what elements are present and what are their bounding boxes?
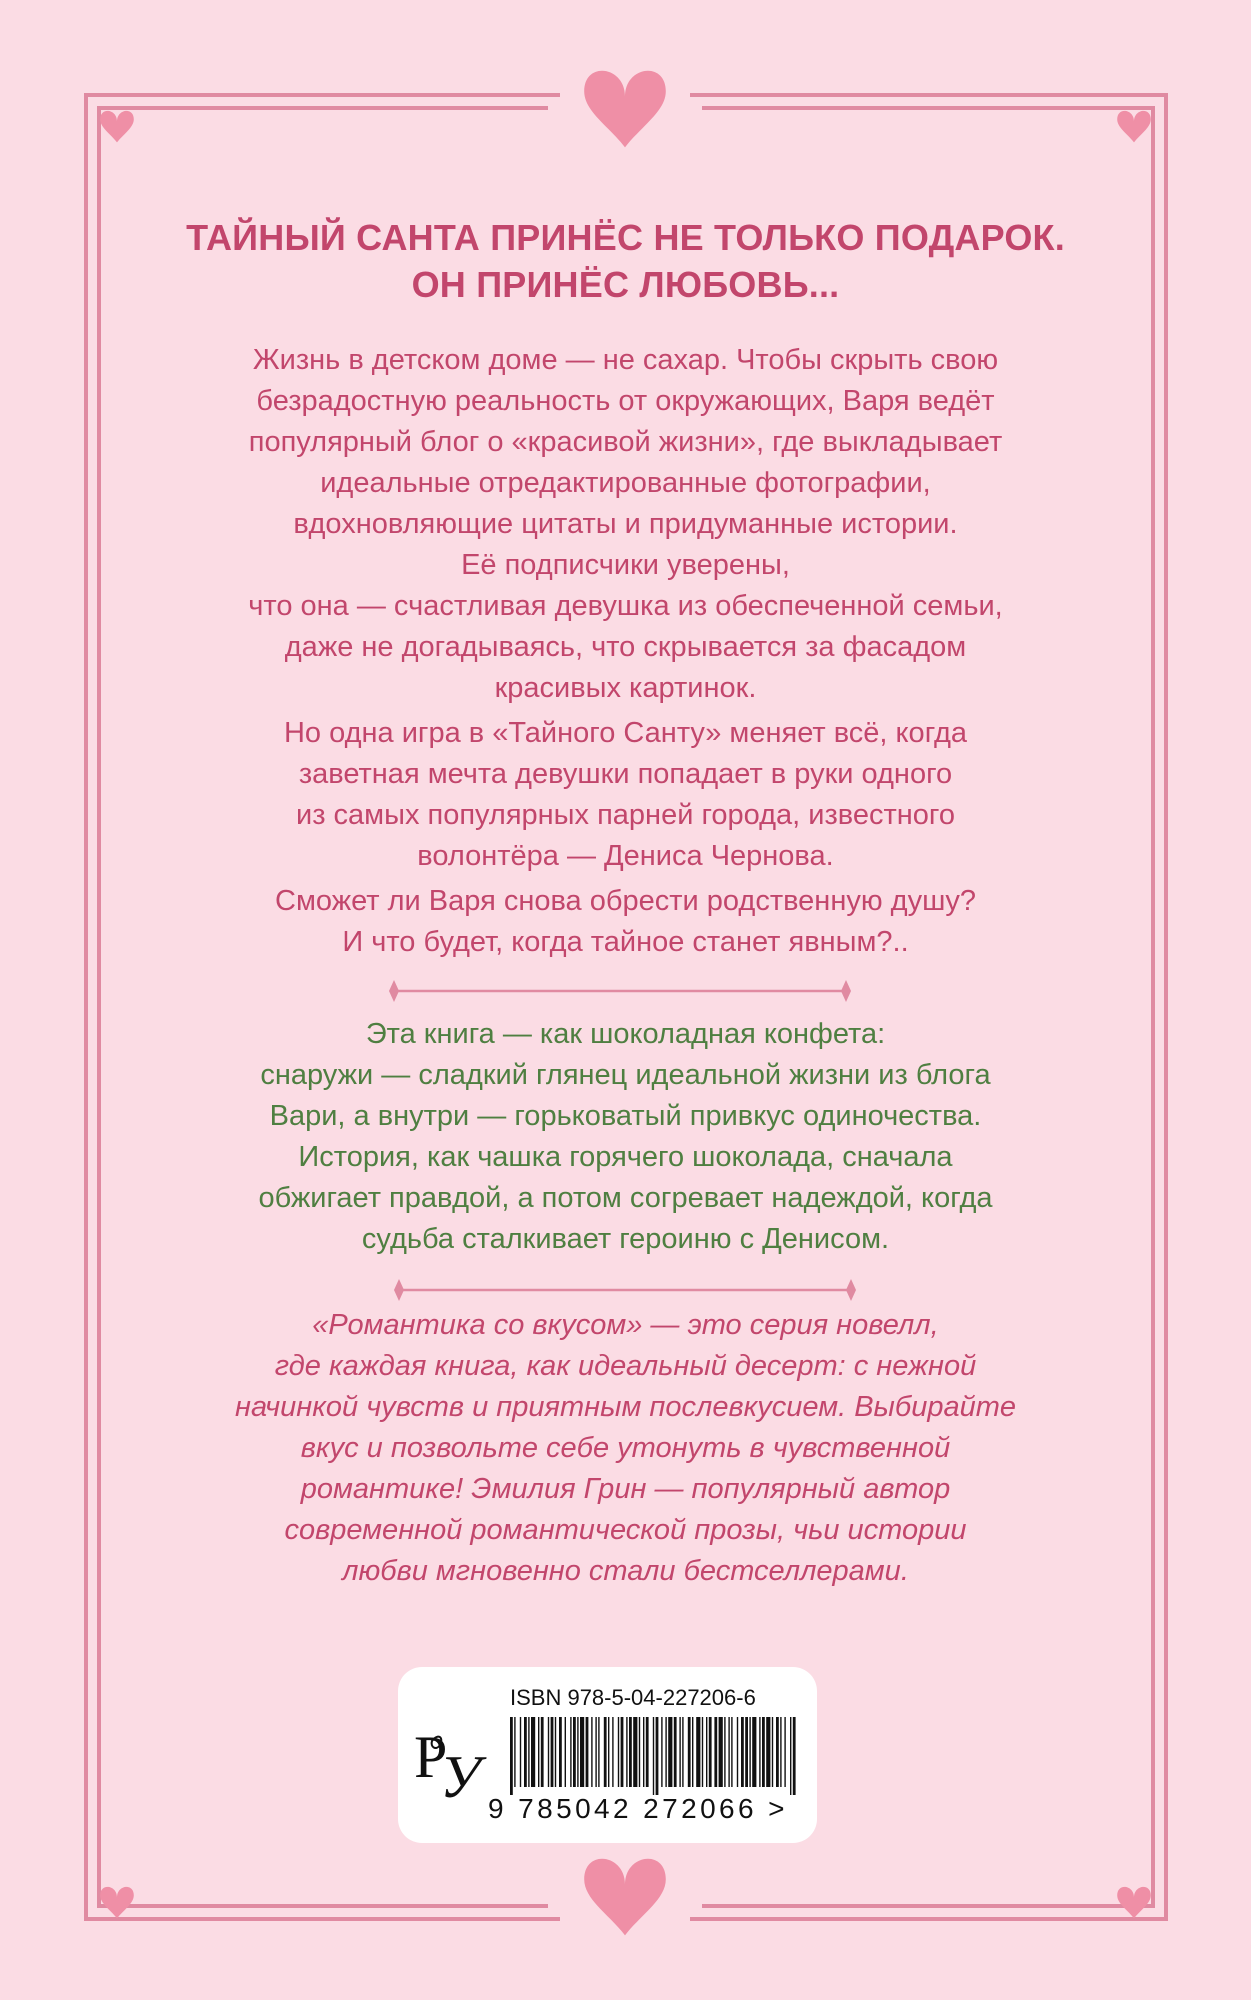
ornament-divider <box>385 1278 865 1302</box>
text-line: что она — счастливая девушка из обеспеченной семьи, <box>248 590 1003 622</box>
barcode-bar <box>604 1717 607 1787</box>
text-line: идеальные отредактированные фотографии, <box>320 467 931 499</box>
text-line: судьба сталкивает героиню с Денисом. <box>361 1223 890 1255</box>
barcode-bar <box>626 1717 627 1787</box>
barcode-bar <box>688 1717 691 1787</box>
heart-icon <box>100 1887 134 1919</box>
barcode-bar <box>784 1717 785 1787</box>
barcode-bar <box>719 1717 723 1787</box>
barcode-bar <box>762 1717 765 1787</box>
barcode-bar <box>706 1717 707 1787</box>
svg-text:Р: Р <box>414 1724 448 1790</box>
text-line: заветная мечта девушки попадает в руки одного <box>298 758 953 790</box>
synopsis-paragraph <box>140 713 1111 877</box>
barcode-bar <box>633 1717 637 1787</box>
barcode-bar <box>679 1717 680 1787</box>
headline-line: ТАЙНЫЙ САНТА ПРИНЁС НЕ ТОЛЬКО ПОДАРОК. <box>186 217 1065 258</box>
barcode-bar <box>776 1717 779 1787</box>
isbn-label: ISBN 978-5-04-227206-6 <box>510 1685 756 1710</box>
barcode-bar <box>524 1717 527 1787</box>
barcode-bar <box>674 1717 677 1787</box>
barcode-bar <box>656 1717 659 1795</box>
heart-icon <box>584 71 666 148</box>
barcode-bar <box>531 1717 535 1787</box>
text-line: Её подписчики уверены, <box>461 549 790 581</box>
barcode-digits: 9 785042 272066 > <box>488 1793 788 1824</box>
series-description <box>140 1305 1111 1592</box>
barcode-bar <box>702 1717 703 1787</box>
barcode-bar <box>629 1717 632 1787</box>
barcode-bar <box>621 1717 624 1787</box>
barcode-bar <box>555 1717 556 1787</box>
text-line: Но одна игра в «Тайного Санту» меняет всё, когда <box>283 717 968 749</box>
text-line: История, как чашка горячего шоколада, сначала <box>298 1141 953 1173</box>
text-line: снаружи — сладкий глянец идеальной жизни из блога <box>260 1059 991 1091</box>
barcode-bar <box>573 1717 576 1787</box>
barcode-bar <box>528 1717 529 1787</box>
barcode-bar <box>520 1717 521 1787</box>
heart-icon <box>1117 111 1151 143</box>
barcode-bar <box>668 1717 672 1787</box>
barcode-bar <box>646 1717 649 1787</box>
barcode-bar <box>714 1717 717 1787</box>
headline-line: ОН ПРИНЁС ЛЮБОВЬ... <box>411 264 840 305</box>
text-line: современной романтической прозы, чьи истории <box>284 1514 967 1546</box>
text-line: вкус и позвольте себе утонуть в чувственной <box>300 1432 951 1464</box>
barcode-bar <box>728 1717 729 1787</box>
text-line: «Романтика со вкусом» — это серия новелл, <box>312 1309 939 1341</box>
text-line: где каждая книга, как идеальный десерт: с нежной <box>274 1350 977 1382</box>
barcode-bar <box>580 1717 584 1787</box>
text-line: даже не догадываясь, что скрывается за фасадом <box>284 631 967 663</box>
text-line: романтике! Эмилия Грин — популярный автор <box>300 1473 951 1505</box>
barcode-bar <box>643 1717 644 1787</box>
synopsis-paragraph <box>140 881 1111 963</box>
barcode-bar <box>618 1717 619 1787</box>
barcode-bar <box>737 1717 738 1787</box>
barcode-bar <box>696 1717 700 1787</box>
text-line: Вари, а внутри — горьковатый привкус одиночества. <box>269 1100 982 1132</box>
barcode-bar <box>608 1717 609 1787</box>
text-line: начинкой чувств и приятным послевкусием. Выбирайте <box>234 1391 1017 1423</box>
barcode-bar <box>510 1717 513 1795</box>
barcode-bar <box>551 1717 554 1787</box>
barcode-bar <box>665 1717 666 1787</box>
text-line: безрадостную реальность от окружающих, Варя ведёт <box>256 385 995 417</box>
heart-icon <box>1117 1887 1151 1919</box>
text-line: Жизнь в детском доме — не сахар. Чтобы скрыть свою <box>252 344 999 376</box>
barcode-bar <box>661 1717 662 1787</box>
text-line: красивых картинок. <box>494 672 757 704</box>
barcode-bar <box>741 1717 744 1787</box>
headline <box>140 214 1111 308</box>
review-paragraph <box>140 1014 1111 1260</box>
barcode-bar <box>514 1717 515 1787</box>
barcode-bar <box>780 1717 781 1787</box>
barcode-bar <box>548 1717 549 1787</box>
barcode-bar <box>653 1717 654 1795</box>
barcode-bar <box>709 1717 712 1787</box>
text-line: обжигает правдой, а потом согревает надеждой, когда <box>258 1182 993 1214</box>
heart-icon <box>100 111 134 143</box>
barcode-icon <box>510 1717 800 1795</box>
barcode-bar <box>612 1717 613 1787</box>
text-line: из самых популярных парней города, известного <box>296 799 955 831</box>
barcode-card <box>398 1667 817 1843</box>
barcode-bar <box>772 1717 773 1787</box>
text-line: Сможет ли Варя снова обрести родственную душу? <box>275 885 976 917</box>
barcode-bar <box>766 1717 770 1787</box>
heart-icon <box>584 1859 666 1936</box>
barcode-bar <box>790 1717 791 1795</box>
barcode-bar <box>541 1717 544 1787</box>
barcode-bar <box>731 1717 732 1787</box>
barcode-bar <box>639 1717 640 1787</box>
text-line: популярный блог о «красивой жизни», где выкладывает <box>248 426 1003 458</box>
synopsis-paragraph <box>140 340 1111 709</box>
barcode-bar <box>793 1717 796 1795</box>
text-line: И что будет, когда тайное станет явным?.. <box>342 926 909 958</box>
svg-text:У: У <box>440 1744 481 1810</box>
barcode-bar <box>759 1717 760 1787</box>
barcode-bar <box>724 1717 725 1787</box>
barcode-bar <box>682 1717 683 1787</box>
barcode-bar <box>595 1717 596 1787</box>
text-line: волонтёра — Дениса Чернова. <box>417 840 834 872</box>
barcode-bar <box>565 1717 566 1787</box>
publisher-logo-icon <box>410 1711 490 1811</box>
barcode-bar <box>692 1717 693 1787</box>
barcode-bar <box>586 1717 589 1787</box>
barcode-bar <box>570 1717 571 1787</box>
barcode-bar <box>559 1717 562 1787</box>
barcode-bar <box>745 1717 748 1787</box>
barcode-bar <box>538 1717 539 1787</box>
text-line: вдохновляющие цитаты и придуманные истории. <box>293 508 958 540</box>
text-line: любви мгновенно стали бестселлерами. <box>342 1555 909 1587</box>
barcode-bar <box>598 1717 599 1787</box>
barcode-bar <box>591 1717 592 1787</box>
barcode-bar <box>749 1717 750 1787</box>
barcode-bar <box>577 1717 578 1787</box>
ornament-divider <box>380 979 860 1003</box>
barcode-bar <box>752 1717 756 1787</box>
text-line: Эта книга — как шоколадная конфета: <box>365 1018 886 1050</box>
